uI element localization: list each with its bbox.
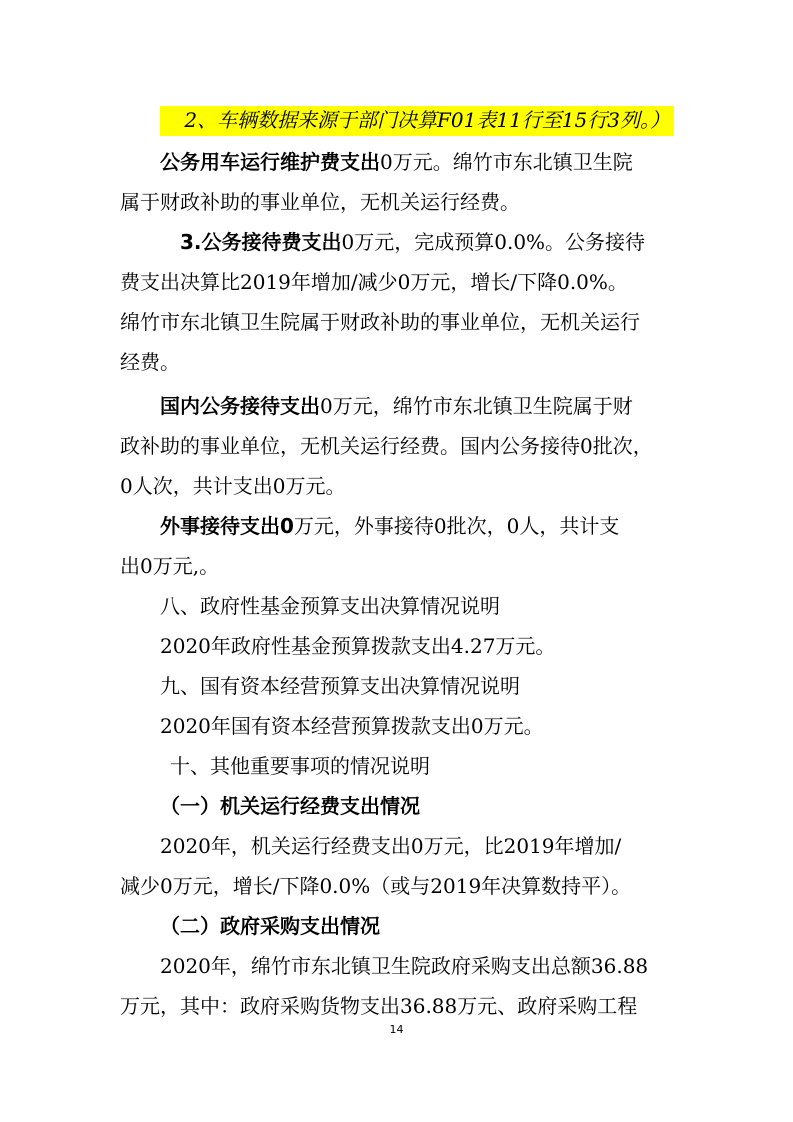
subsection1-heading: （一）机关运行经费支出情况 xyxy=(160,794,420,818)
foreign-reception-label: 外事接待支出 xyxy=(160,514,280,538)
reception-paragraph-line1 xyxy=(120,228,680,256)
vehicle-maintenance-paragraph-line1 xyxy=(120,148,680,176)
reception-paragraph-line2: 费支出决算比2019年增加/减少0万元，增长/下降0.0%。 xyxy=(120,270,628,294)
reception-paragraph-line3: 绵竹市东北镇卫生院属于财政补助的事业单位，无机关运行 xyxy=(120,310,640,334)
section9-heading: 九、国有资本经营预算支出决算情况说明 xyxy=(160,674,520,698)
subsection2-line1: 2020年，绵竹市东北镇卫生院政府采购支出总额36.88 xyxy=(160,954,649,978)
foreign-reception-value: 0 xyxy=(280,514,294,538)
section10-heading: 十、其他重要事项的情况说明 xyxy=(170,754,430,778)
vehicle-maintenance-text: 0万元。绵竹市东北镇卫生院 xyxy=(380,150,633,174)
page-number: 14 xyxy=(389,1023,404,1036)
vehicle-maintenance-paragraph-line2: 属于财政补助的事业单位，无机关运行经费。 xyxy=(120,190,520,214)
vehicle-maintenance-label: 公务用车运行维护费支出 xyxy=(160,150,380,174)
domestic-reception-text: 0万元，绵竹市东北镇卫生院属于财 xyxy=(320,394,633,418)
vehicle-data-source-note: 2、车辆数据来源于部门决算F01表11行至15行3列。） xyxy=(160,106,674,136)
domestic-reception-line3: 0人次，共计支出0万元。 xyxy=(120,474,346,498)
reception-label: 3.公务接待费支出 xyxy=(180,230,342,254)
reception-text: 0万元，完成预算0.0%。公务接待 xyxy=(341,230,646,254)
domestic-reception-line1 xyxy=(120,392,680,420)
subsection2-heading: （二）政府采购支出情况 xyxy=(160,914,380,938)
section8-heading: 八、政府性基金预算支出决算情况说明 xyxy=(160,594,500,618)
foreign-reception-line2: 出0万元,。 xyxy=(120,554,220,578)
domestic-reception-line2: 政补助的事业单位，无机关运行经费。国内公务接待0批次， xyxy=(120,434,653,458)
reception-paragraph-line4: 经费。 xyxy=(120,350,180,374)
subsection1-line2: 减少0万元，增长/下降0.0%（或与2019年决算数持平）。 xyxy=(120,874,632,898)
subsection2-line2: 万元，其中：政府采购货物支出36.88万元、政府采购工程 xyxy=(120,994,638,1018)
section9-text: 2020年国有资本经营预算拨款支出0万元。 xyxy=(160,714,544,738)
foreign-reception-line1 xyxy=(120,512,680,540)
foreign-reception-text: 万元，外事接待0批次，0人，共计支 xyxy=(293,514,620,538)
domestic-reception-label: 国内公务接待支出 xyxy=(160,394,320,418)
section8-text: 2020年政府性基金预算拨款支出4.27万元。 xyxy=(160,634,556,658)
subsection1-line1: 2020年，机关运行经费支出0万元，比2019年增加/ xyxy=(160,834,622,858)
